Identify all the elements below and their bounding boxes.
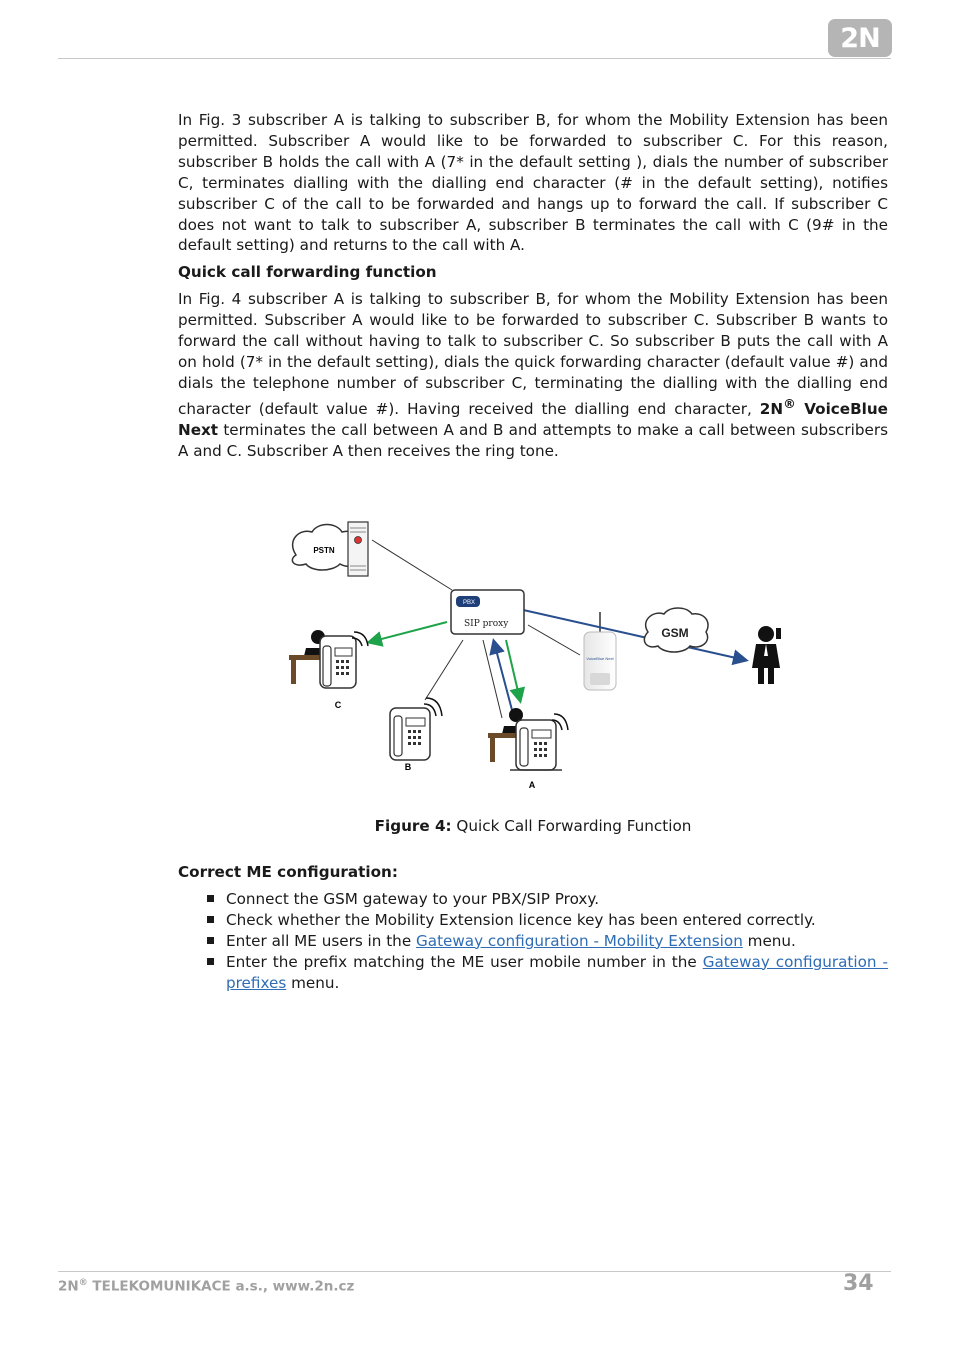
list-item: Connect the GSM gateway to your PBX/SIP Proxy. (178, 889, 888, 910)
svg-text:PSTN: PSTN (313, 546, 335, 555)
svg-text:A: A (528, 780, 536, 790)
me-config-heading: Correct ME configuration: (178, 863, 398, 881)
footer-company: 2N® TELEKOMUNIKACE a.s., www.2n.cz (58, 1278, 355, 1295)
me-configuration-section (178, 862, 888, 993)
svg-text:GSM: GSM (661, 626, 689, 640)
subscriber-c-icon (289, 630, 368, 710)
gsm-gateway-icon (584, 632, 616, 690)
pbx-sip-proxy-icon (451, 590, 524, 634)
company-logo (828, 19, 892, 57)
paragraph-quick-forwarding: In Fig. 4 subscriber A is talking to subscriber B, for whom the Mobility Extension has been permitted. Subscriber A would like to be forwarded to subscriber C. Subscriber B wants to forward the call without having to talk to subscriber C. So subscriber B puts the call with A on hold (7* in the default setting), dials the quick forwarding character (default value #) and dials the telephone number of subscriber C, terminating the dialling with the dialling end character (default value #). Having received the dialling end character, 2N® VoiceBlue Next terminates the call between A and B and attempts to make a call between subscribers A and C. Subscriber A then receives the ring tone. (178, 290, 888, 460)
brand-name: 2N® VoiceBlue Next (178, 395, 888, 439)
green-arrow-to-a (506, 640, 520, 700)
header-divider (58, 58, 891, 59)
logo-text: 2N (840, 22, 880, 54)
quick-forwarding-diagram (284, 515, 814, 795)
page-number: 34 (843, 1271, 874, 1296)
svg-text:PBX: PBX (463, 600, 476, 606)
bullet-icon (207, 937, 214, 944)
list-item: Enter the prefix matching the ME user mobile number in the Gateway configuration - prefixes menu. (178, 952, 888, 994)
link-mobility-extension[interactable]: Gateway configuration - Mobility Extension (416, 931, 743, 950)
server-tower-icon (348, 522, 368, 576)
mobile-user-icon (752, 626, 781, 684)
svg-text:C: C (334, 700, 342, 710)
gsm-cloud-icon (644, 608, 708, 652)
link-prefixes[interactable]: Gateway configuration - prefixes (226, 952, 888, 992)
svg-text:VoiceBlue Next: VoiceBlue Next (586, 656, 614, 661)
pbx-gateway-line (528, 625, 580, 655)
svg-text:B: B (404, 762, 412, 772)
green-arrow-to-c (370, 622, 447, 642)
subscriber-a-icon (488, 708, 568, 790)
figure-caption: Figure 4: Quick Call Forwarding Function (374, 817, 692, 835)
list-item: Check whether the Mobility Extension licence key has been entered correctly. (178, 910, 888, 931)
main-content (178, 110, 888, 462)
bullet-icon (207, 958, 214, 965)
pbx-a-line (483, 640, 502, 718)
pstn-pbx-line (372, 540, 452, 590)
subscriber-b-icon (390, 698, 442, 772)
paragraph-intro: In Fig. 3 subscriber A is talking to subscriber B, for whom the Mobility Extension has been permitted. Subscriber A would like to be forwarded to subscriber C. For this reason, subscriber B holds the call with A (7* in the default setting ), dials the number of subscriber C, terminates dialling with the dialling end character (# in the default setting), notifies subscriber C of the call to be forwarded and hangs up to forward the call. If subscriber C does not want to talk to subscriber A, subscriber B terminates the call with C (9# in the default setting) and returns to the call with A. (178, 111, 888, 255)
list-item: Enter all ME users in the Gateway configuration - Mobility Extension menu. (178, 931, 888, 952)
blue-arrow-to-mobile (510, 607, 745, 660)
pbx-b-line (425, 640, 463, 700)
footer-divider (58, 1271, 891, 1272)
svg-text:SIP proxy: SIP proxy (464, 619, 509, 629)
me-config-list (178, 889, 888, 994)
section-heading: Quick call forwarding function (178, 263, 437, 282)
bullet-icon (207, 895, 214, 902)
bullet-icon (207, 916, 214, 923)
